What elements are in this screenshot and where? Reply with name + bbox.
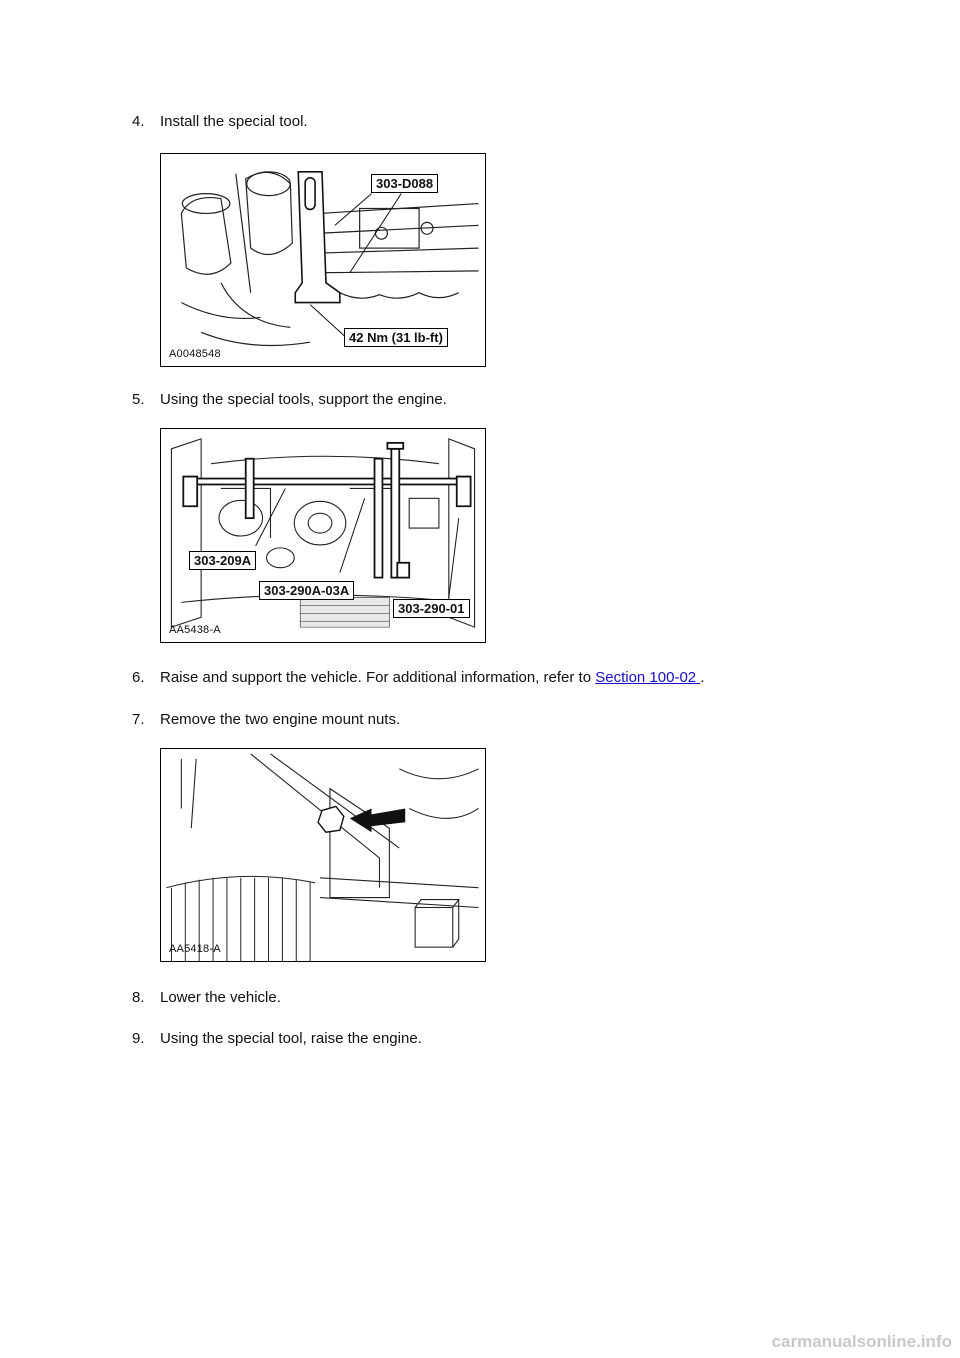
callout-tool-290-01: 303-290-01 [393,599,470,618]
step-text: Raise and support the vehicle. For additional information, refer to [160,669,596,686]
figure-id: AA5418-A [169,943,221,955]
callout-tool-209a: 303-209A [189,551,256,570]
step-number: 5. [132,391,145,408]
step-text: Install the special tool. [160,113,308,130]
step-text: Remove the two engine mount nuts. [160,711,401,728]
step-8 [132,988,281,1008]
step-number: 8. [132,989,145,1006]
step-number: 7. [132,711,145,728]
figure-id: AA5438-A [169,624,221,636]
step-suffix: . [700,669,705,686]
step-number: 4. [132,113,145,130]
step-5 [132,390,447,410]
step-text: Using the special tools, support the engine. [160,391,447,408]
step-number: 6. [132,669,145,686]
figure-id: A0048548 [169,348,221,360]
figure-special-tool-install [160,153,486,367]
step-7 [132,710,400,730]
step-6 [132,668,704,688]
step-9 [132,1029,422,1049]
section-link[interactable]: Section 100-02 [595,669,701,686]
engine-illustration-3 [161,749,485,961]
figure-engine-mount-nuts [160,748,486,962]
callout-torque-spec: 42 Nm (31 lb-ft) [344,328,448,347]
step-number: 9. [132,1030,145,1047]
watermark: carmanualsonline.info [771,1332,952,1351]
figure-engine-support [160,428,486,643]
step-4 [132,112,308,132]
step-text: Using the special tool, raise the engine. [160,1030,422,1047]
callout-tool-290a-03a: 303-290A-03A [259,581,354,600]
callout-tool-number: 303-D088 [371,174,438,193]
step-text: Lower the vehicle. [160,989,281,1006]
